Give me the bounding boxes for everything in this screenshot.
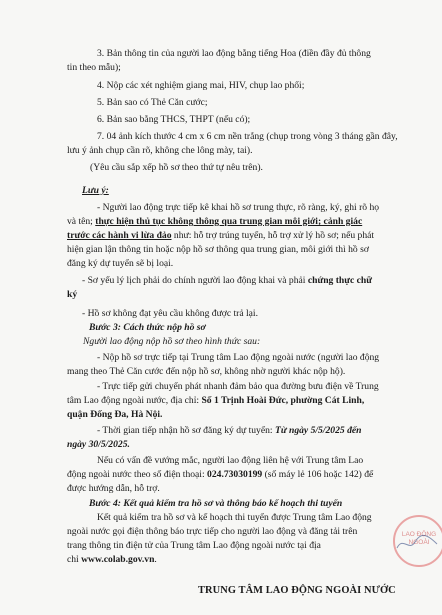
website-period: . <box>154 554 157 565</box>
stamp-text: LAO ĐỘNG NGOÀI <box>401 531 437 546</box>
step-3-item-1: - Nộp hồ sơ trực tiếp tại Trung tâm Lao động ngoài nước (người lao động <box>97 352 380 363</box>
list-item-4: 4. Nộp các xét nghiệm giang mai, HIV, chụp lao phổi; <box>97 80 305 91</box>
step-3-item-2-cont <box>67 395 364 407</box>
contact-label: động ngoài nước theo số điện thoại: <box>67 469 208 480</box>
step-3-item-2: - Trực tiếp gửi chuyển phát nhanh đảm bảo qua đường bưu điện về Trung <box>97 381 379 392</box>
period-label: - Thời gian tiếp nhận hồ sơ đăng ký dự tuyển: <box>97 425 275 436</box>
note-text: và tên; <box>67 216 96 227</box>
step-4-paragraph-line-2: ngoài nước gọi điện thông báo trực tiếp cho người lao động và đăng tải trên <box>67 526 358 537</box>
step-4-paragraph: Kết quả kiểm tra hồ sơ và kế hoạch thi tuyển được Trung tâm Lao động <box>97 512 372 523</box>
order-note: (Yêu cầu sắp xếp hồ sơ theo thứ tự nêu trên). <box>90 162 263 173</box>
note-2 <box>82 275 372 287</box>
address-label: tâm Lao động ngoài nước, địa chỉ: <box>67 395 202 406</box>
signature-org: TRUNG TÂM LAO ĐỘNG NGOÀI NƯỚC <box>198 585 396 596</box>
note-emphasis: chứng thực chữ <box>307 275 373 286</box>
note-1-line-4: hiện gian lận thông tin hoặc nộp hồ sơ thông qua trung gian, môi giới thì hồ sơ <box>67 244 369 255</box>
step-3-item-3 <box>97 425 361 437</box>
period-value-cont: ngày 30/5/2025. <box>67 439 130 450</box>
list-item-5: 5. Bản sao có Thẻ Căn cước; <box>97 97 208 108</box>
list-item-3-cont: tin theo mẫu); <box>67 62 121 73</box>
step-4-heading: Bước 4: Kết quả kiểm tra hồ sơ và thông báo kế hoạch thi tuyển <box>89 498 343 509</box>
note-1-line-5: đăng ký dự tuyển sẽ bị loại. <box>67 258 174 269</box>
list-item-7: 7. 04 ảnh kích thước 4 cm x 6 cm nền trắng (chụp trong vòng 3 tháng gần đây, <box>97 131 398 142</box>
list-item-6: 6. Bản sao bằng THCS, THPT (nếu có); <box>97 114 251 125</box>
address-value: Số 1 Trịnh Hoài Đức, phường Cát Linh, <box>201 395 365 406</box>
website-label: chỉ <box>67 554 82 565</box>
period-value: Từ ngày 5/5/2025 đến <box>274 425 362 436</box>
step-3-subheading: Người lao động nộp hồ sơ theo hình thức sau: <box>83 336 261 347</box>
address-value-cont: quận Đống Đa, Hà Nội. <box>67 409 163 420</box>
signature-scribble-icon <box>395 532 439 554</box>
note-1-line-3 <box>67 230 374 242</box>
note-text: - Sơ yếu lý lịch phải do chính người lao động khai và phải <box>82 275 308 286</box>
website-link[interactable]: www.colab.gov.vn <box>81 554 155 565</box>
note-1-line-2 <box>67 216 362 228</box>
step-3-heading: Bước 3: Cách thức nộp hồ sơ <box>89 322 206 333</box>
step-3-item-1-cont: mang theo Thẻ Căn cước đến nộp hồ sơ, không nhờ người khác nộp hộ). <box>67 366 346 377</box>
list-item-7-cont: lưu ý ảnh chụp cần rõ, không che lông mày, tai). <box>67 145 253 156</box>
step-4-paragraph-line-3: trang thông tin điện tử của Trung tâm Lao động ngoài nước tại địa <box>67 540 321 551</box>
contact-paragraph-line-2 <box>67 469 373 481</box>
note-emphasis: trước các hành vi lừa đảo <box>67 230 172 241</box>
list-item-3: 3. Bản thông tin của người lao động bằng tiếng Hoa (điền đầy đủ thông <box>97 48 371 59</box>
step-4-paragraph-line-4 <box>67 554 157 566</box>
contact-paragraph: Nếu có vấn đề vướng mắc, người lao động liên hệ với Trung tâm Lao <box>97 455 364 466</box>
contact-extension: (số máy lẻ 106 hoặc 142) để <box>262 469 374 480</box>
note-emphasis: thực hiện thủ tục không thông qua trung gian môi giới; cảnh giác <box>95 216 363 227</box>
phone-number[interactable]: 024.73030199 <box>207 469 263 480</box>
note-text: như: hỗ trợ trúng tuyển, hỗ trợ xử lý hồ sơ; nếu phát <box>171 230 375 241</box>
note-1: - Người lao động trực tiếp kê khai hồ sơ trung thực, rõ ràng, ký, ghi rõ họ <box>97 202 380 213</box>
note-3: - Hồ sơ không đạt yêu cầu không được trả lại. <box>82 308 258 319</box>
note-2-cont: ký <box>67 289 78 300</box>
notes-heading: Lưu ý: <box>82 185 109 196</box>
contact-paragraph-line-3: được hướng dẫn, hỗ trợ. <box>67 483 160 494</box>
